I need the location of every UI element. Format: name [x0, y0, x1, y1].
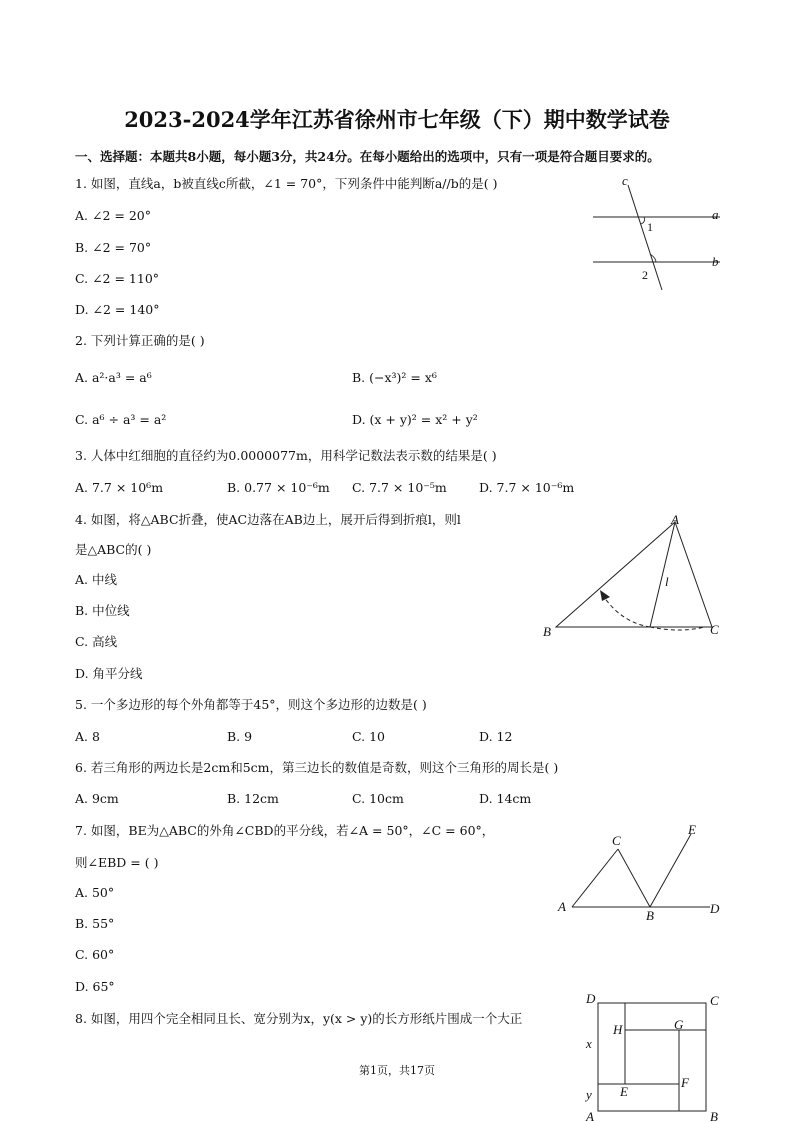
question-7-option-d[interactable]: D. 65° — [75, 979, 115, 994]
figure-1-label-1: 1 — [647, 220, 653, 234]
question-2-option-c[interactable]: C. a⁶ ÷ a³ = a² — [75, 412, 167, 427]
question-1-option-c[interactable]: C. ∠2 = 110° — [75, 271, 160, 286]
question-2-option-d[interactable]: D. (x + y)² = x² + y² — [352, 412, 478, 427]
question-2-stem: 2. 下列计算正确的是( ) — [75, 333, 205, 348]
figure-1-label-a: a — [712, 207, 719, 222]
figure-7-label-a: A — [558, 899, 566, 914]
figure-7-label-e: E — [688, 822, 696, 837]
figure-7-label-c: C — [612, 833, 621, 848]
figure-1-label-c: c — [622, 173, 628, 188]
figure-4-label-b: B — [543, 624, 551, 639]
question-7-option-c[interactable]: C. 60° — [75, 947, 115, 962]
question-1-option-b[interactable]: B. ∠2 = 70° — [75, 240, 152, 255]
question-5-option-a[interactable]: A. 8 — [75, 729, 100, 744]
question-1-option-a[interactable]: A. ∠2 = 20° — [75, 208, 151, 223]
question-4-option-c[interactable]: C. 高线 — [75, 634, 118, 649]
question-1-figure — [580, 172, 730, 292]
question-6-option-d[interactable]: D. 14cm — [479, 791, 532, 806]
question-6-option-b[interactable]: B. 12cm — [227, 791, 279, 806]
section-heading: 一、选择题：本题共8小题，每小题3分，共24分。在每小题给出的选项中，只有一项是符合题目要求的。 — [75, 149, 660, 164]
question-8-figure — [580, 990, 730, 1122]
question-6-option-c[interactable]: C. 10cm — [352, 791, 404, 806]
figure-8-label-e: E — [620, 1084, 628, 1099]
question-5-option-b[interactable]: B. 9 — [227, 729, 253, 744]
question-3-option-b[interactable]: B. 0.77 × 10⁻⁶m — [227, 480, 330, 495]
figure-4-label-a: A — [671, 512, 679, 527]
question-5-stem: 5. 一个多边形的每个外角都等于45°，则这个多边形的边数是( ) — [75, 697, 427, 712]
figure-8-label-y: y — [586, 1087, 592, 1102]
figure-4-label-c: C — [710, 622, 719, 637]
question-7-option-b[interactable]: B. 55° — [75, 916, 115, 931]
question-3-option-a[interactable]: A. 7.7 × 10⁶m — [75, 480, 164, 495]
figure-7-label-b: B — [646, 908, 654, 923]
question-2-option-b[interactable]: B. (−x³)² = x⁶ — [352, 370, 437, 385]
question-4-stem: 4. 如图，将△ABC折叠，使AC边落在AB边上，展开后得到折痕l，则l — [75, 512, 461, 527]
figure-4-label-l: l — [665, 574, 669, 589]
question-6-stem: 6. 若三角形的两边长是2cm和5cm，第三边长的数值是奇数，则这个三角形的周长是( ) — [75, 760, 559, 775]
question-6-option-a[interactable]: A. 9cm — [75, 791, 119, 806]
figure-8-label-x: x — [586, 1036, 592, 1051]
figure-8-label-f: F — [681, 1075, 689, 1090]
question-2-option-a[interactable]: A. a²·a³ = a⁶ — [75, 370, 152, 385]
question-3-option-c[interactable]: C. 7.7 × 10⁻⁵m — [352, 480, 447, 495]
question-4-option-b[interactable]: B. 中位线 — [75, 603, 130, 618]
figure-8-label-b: B — [710, 1109, 718, 1122]
question-4-option-d[interactable]: D. 角平分线 — [75, 666, 143, 681]
figure-8-label-h: H — [613, 1022, 623, 1037]
question-4-stem-continued: 是△ABC的( ) — [75, 542, 152, 557]
figure-8-label-c: C — [710, 993, 719, 1008]
figure-8-label-g: G — [674, 1017, 684, 1032]
question-8-stem: 8. 如图，用四个完全相同且长、宽分别为x，y(x > y)的长方形纸片围成一个大正 — [75, 1011, 523, 1026]
page-title: 2023-2024学年江苏省徐州市七年级（下）期中数学试卷 — [124, 107, 670, 132]
question-7-figure — [550, 822, 730, 922]
question-4-option-a[interactable]: A. 中线 — [75, 572, 117, 587]
figure-1-label-b: b — [712, 254, 719, 269]
question-5-option-c[interactable]: C. 10 — [352, 729, 385, 744]
figure-8-label-d: D — [586, 991, 596, 1006]
figure-1-label-2: 2 — [642, 268, 648, 282]
question-7-stem: 7. 如图，BE为△ABC的外角∠CBD的平分线，若∠A = 50°，∠C = 60°， — [75, 823, 495, 838]
figure-7-label-d: D — [710, 901, 720, 916]
question-3-stem: 3. 人体中红细胞的直径约为0.0000077m，用科学记数法表示数的结果是( ) — [75, 448, 497, 463]
question-1-option-d[interactable]: D. ∠2 = 140° — [75, 302, 160, 317]
question-7-option-a[interactable]: A. 50° — [75, 885, 115, 900]
question-1-stem: 1. 如图，直线a，b被直线c所截，∠1 = 70°，下列条件中能判断a//b的是( ) — [75, 176, 498, 191]
question-4-figure — [540, 510, 730, 645]
figure-8-label-a: A — [586, 1109, 594, 1122]
question-3-option-d[interactable]: D. 7.7 × 10⁻⁶m — [479, 480, 575, 495]
question-7-stem-continued: 则∠EBD = ( ) — [75, 855, 159, 870]
question-5-option-d[interactable]: D. 12 — [479, 729, 513, 744]
page-footer: 第1页，共17页 — [359, 1064, 435, 1077]
